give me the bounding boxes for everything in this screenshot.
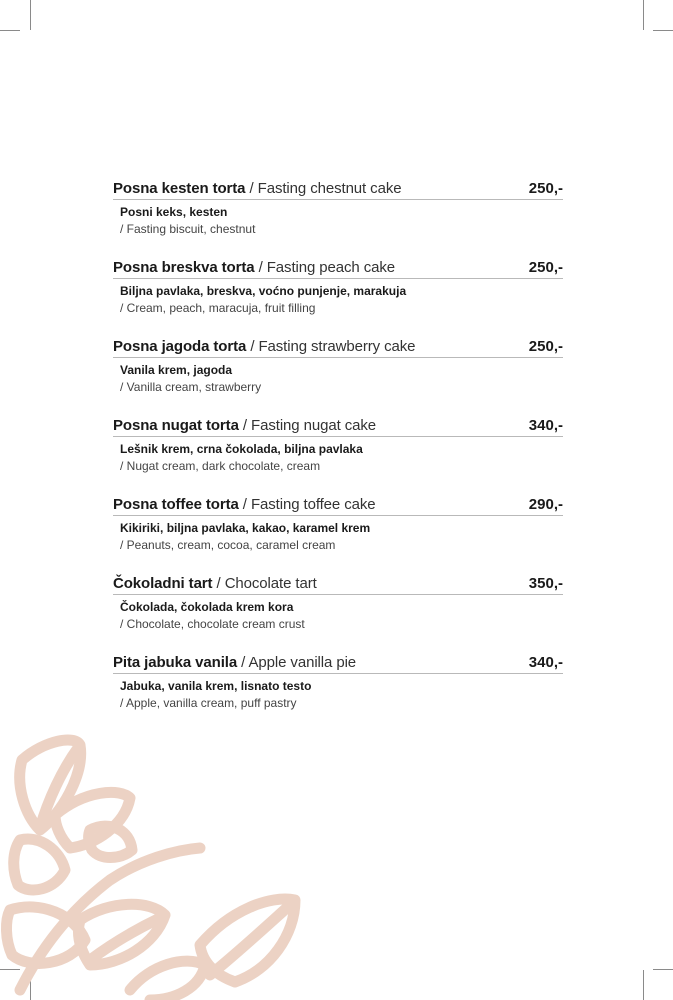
menu-item-header [113, 654, 563, 674]
dessert-menu [113, 180, 563, 733]
item-description [113, 599, 563, 633]
item-name-sr: Čokoladni tart [113, 575, 213, 592]
item-description-en: / Chocolate, chocolate cream crust [120, 617, 305, 631]
item-description-en: / Vanilla cream, strawberry [120, 380, 262, 394]
item-description-sr: Jabuka, vanila krem, lisnato testo [120, 679, 312, 693]
item-name-separator: / [216, 575, 221, 592]
item-name-sr: Posna toffee torta [113, 496, 239, 513]
menu-item-title [113, 575, 317, 592]
menu-item [113, 496, 563, 575]
item-name-en: Fasting peach cake [266, 259, 396, 276]
item-name-separator: / [242, 417, 247, 434]
leaves-icon [0, 720, 310, 1000]
menu-item-title [113, 338, 415, 355]
item-description-en: / Peanuts, cream, cocoa, caramel cream [120, 538, 336, 552]
item-price: 290,- [528, 496, 563, 513]
crop-mark-bottom-right-h [653, 969, 673, 970]
menu-item-header [113, 180, 563, 200]
crop-mark-top-right [643, 0, 644, 30]
item-description-sr: Lešnik krem, crna čokolada, biljna pavlaka [120, 442, 363, 456]
menu-item-title [113, 259, 395, 276]
item-name-separator: / [241, 654, 246, 671]
item-price: 250,- [528, 259, 563, 276]
item-description [113, 362, 563, 396]
crop-mark-bottom-right [643, 970, 644, 1000]
menu-item [113, 259, 563, 338]
item-name-sr: Posna jagoda torta [113, 338, 247, 355]
menu-item-title [113, 417, 376, 434]
item-name-en: Chocolate tart [224, 575, 317, 592]
item-description-sr: Posni keks, kesten [120, 205, 228, 219]
item-description-en: / Apple, vanilla cream, puff pastry [120, 696, 297, 710]
menu-item [113, 338, 563, 417]
item-price: 340,- [528, 654, 563, 671]
item-name-en: Fasting chestnut cake [257, 180, 402, 197]
item-price: 340,- [528, 417, 563, 434]
menu-item [113, 417, 563, 496]
item-description-sr: Vanila krem, jagoda [120, 363, 233, 377]
item-description-en: / Fasting biscuit, chestnut [120, 222, 256, 236]
item-name-en: Apple vanilla pie [248, 654, 357, 671]
item-name-en: Fasting nugat cake [251, 417, 376, 434]
item-name-sr: Posna breskva torta [113, 259, 255, 276]
item-description [113, 204, 563, 238]
item-description-sr: Biljna pavlaka, breskva, voćno punjenje, marakuja [120, 284, 407, 298]
item-name-separator: / [249, 180, 254, 197]
item-price: 250,- [528, 180, 563, 197]
menu-item [113, 575, 563, 654]
item-name-sr: Pita jabuka vanila [113, 654, 238, 671]
menu-item-header [113, 338, 563, 358]
item-price: 250,- [528, 338, 563, 355]
item-name-en: Fasting strawberry cake [258, 338, 416, 355]
item-description [113, 678, 563, 712]
item-name-en: Fasting toffee cake [250, 496, 376, 513]
crop-mark-top-left-h [0, 30, 20, 31]
item-name-sr: Posna nugat torta [113, 417, 239, 434]
item-description-sr: Kikiriki, biljna pavlaka, kakao, karamel krem [120, 521, 371, 535]
item-description [113, 283, 563, 317]
item-description [113, 441, 563, 475]
item-name-separator: / [242, 496, 247, 513]
item-name-separator: / [258, 259, 263, 276]
menu-item-header [113, 496, 563, 516]
item-description-en: / Nugat cream, dark chocolate, cream [120, 459, 321, 473]
item-description-sr: Čokolada, čokolada krem kora [120, 600, 294, 614]
item-price: 350,- [528, 575, 563, 592]
item-description [113, 520, 563, 554]
menu-item-title [113, 180, 401, 197]
crop-mark-top-left [30, 0, 31, 30]
item-description-en: / Cream, peach, maracuja, fruit filling [120, 301, 316, 315]
menu-item-header [113, 575, 563, 595]
menu-item-header [113, 259, 563, 279]
menu-item [113, 180, 563, 259]
menu-item-header [113, 417, 563, 437]
item-name-separator: / [250, 338, 255, 355]
menu-item-title [113, 654, 356, 671]
item-name-sr: Posna kesten torta [113, 180, 246, 197]
menu-item-title [113, 496, 376, 513]
crop-mark-top-right-h [653, 30, 673, 31]
